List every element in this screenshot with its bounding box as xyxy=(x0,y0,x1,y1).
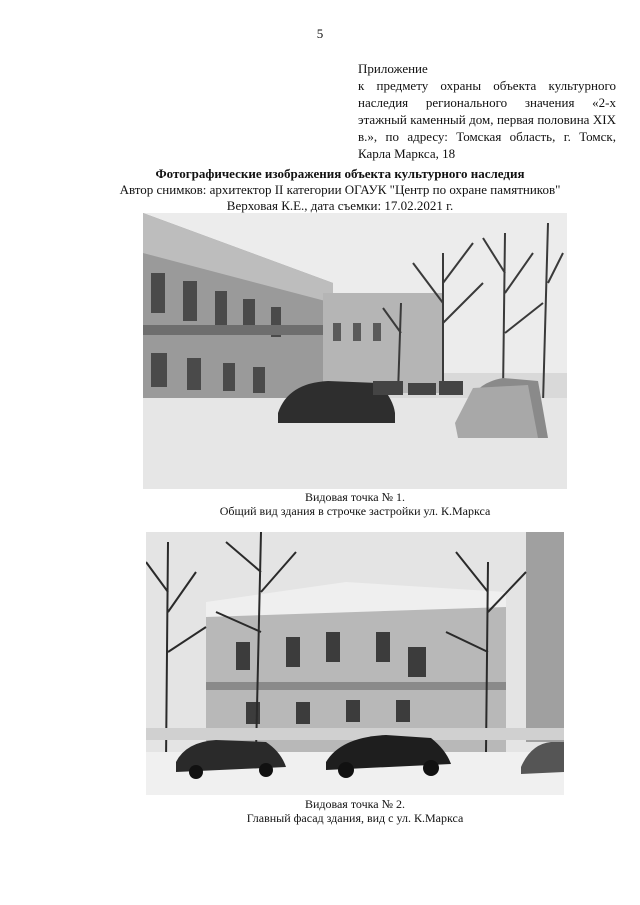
caption-viewpoint-2 xyxy=(0,797,640,825)
document-heading xyxy=(0,165,640,214)
page-number: 5 xyxy=(316,26,324,41)
caption-2-point: Видовая точка № 2. xyxy=(304,797,406,811)
caption-1-description: Общий вид здания в строчке застройки ул. К.Маркса xyxy=(219,504,491,518)
appendix-text: к предмету охраны объекта культурного наследия регионального значения «2-х этажный каменный дом, первая половина XIX в.», по адресу: Томская область, г. Томск, Карла Маркса, 18 xyxy=(358,78,616,161)
caption-2-description: Главный фасад здания, вид с ул. К.Маркса xyxy=(246,811,464,825)
heading-author-date: Верховая К.Е., дата съемки: 17.02.2021 г. xyxy=(226,198,454,213)
caption-1-point: Видовая точка № 1. xyxy=(304,490,406,504)
heading-author: Автор снимков: архитектор II категории ОГАУК "Центр по охране памятников" xyxy=(119,182,561,197)
appendix-block xyxy=(358,60,616,162)
photo-viewpoint-1 xyxy=(143,213,567,489)
heading-title: Фотографические изображения объекта культурного наследия xyxy=(155,166,525,181)
appendix-title: Приложение xyxy=(358,61,428,76)
photo-viewpoint-2 xyxy=(146,532,564,795)
caption-viewpoint-1 xyxy=(0,490,640,518)
